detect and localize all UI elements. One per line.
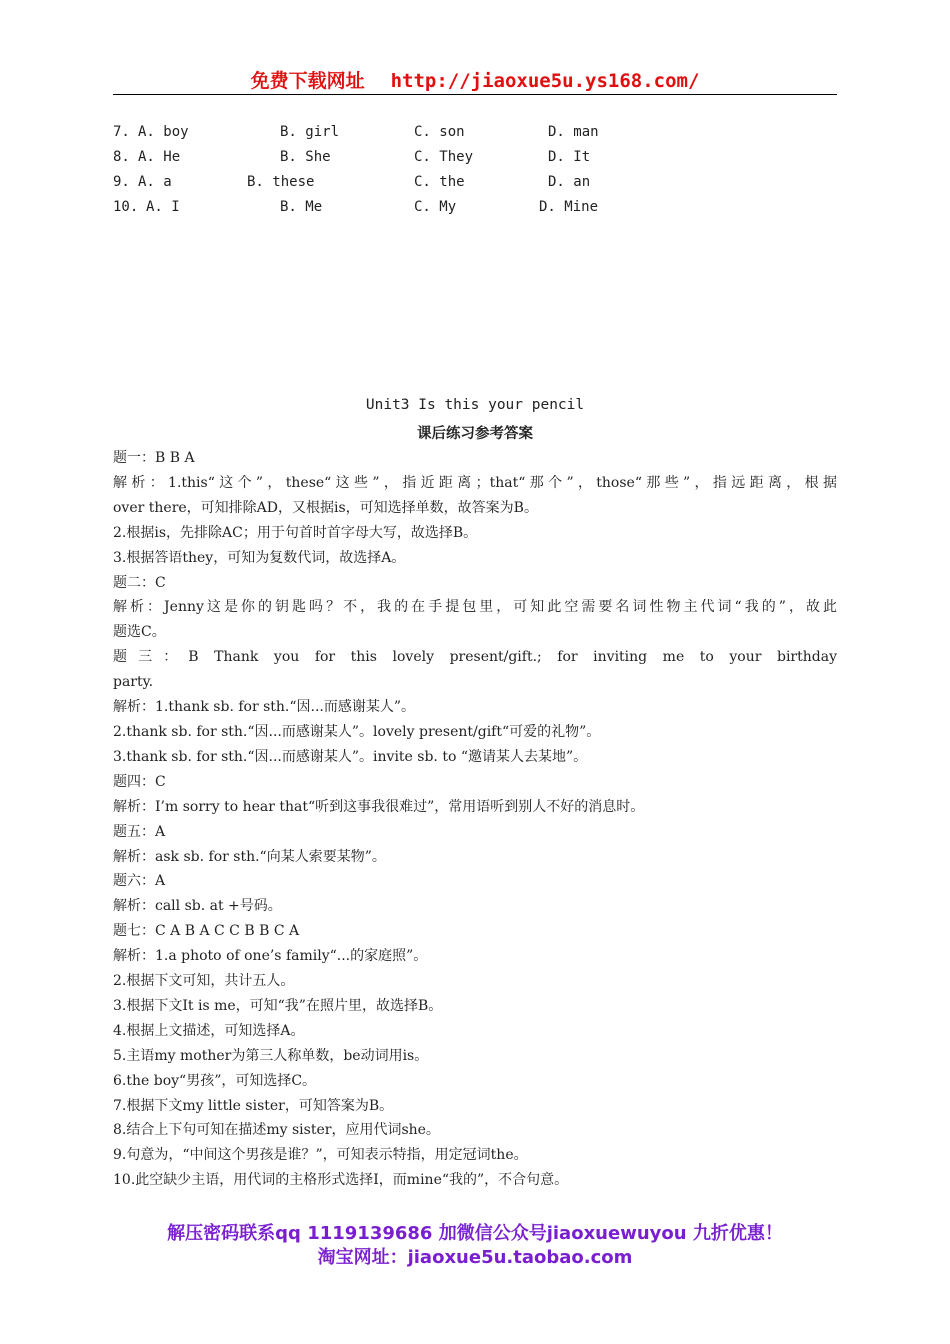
text-line: 2.根据is，先排除AC；用于句首时首字母大写，故选择B。 [113, 524, 478, 541]
option-d: D. Mine [539, 199, 599, 215]
header-label: 免费下载网址 [250, 70, 365, 92]
text-line: 解析：1.a photo of one’s family“...的家庭照”。 [113, 948, 428, 965]
text-line: 5.主语my mother为第三人称单数，be动词用is。 [113, 1047, 429, 1064]
text-line: 8.结合上下句可知在描述my sister，应用代词she。 [113, 1122, 440, 1139]
text-line: 4.根据上文描述，可知选择A。 [113, 1022, 305, 1039]
text-line: 2.thank sb. for sth.“因...而感谢某人”。lovely present/gift“可爱的礼物”。 [113, 723, 601, 740]
footer-contact: 解压密码联系qq 1119139686 加微信公众号jiaoxuewuyou 九折优惠！ [167, 1223, 783, 1244]
text-line: 题五：A [113, 823, 166, 840]
option-c: C. the [414, 174, 465, 190]
text-line: 7.根据下文my little sister，可知答案为B。 [113, 1097, 394, 1114]
option-c: C. They [414, 149, 474, 165]
option-a: A. He [138, 149, 181, 165]
question-number: 7. [113, 124, 130, 140]
text-line: 题二：C [113, 574, 166, 591]
option-a: A. a [138, 174, 172, 190]
text-line: party. [113, 674, 154, 691]
text-line: 6.the boy“男孩”，可知选择C。 [113, 1072, 317, 1089]
text-line: 9.句意为，“中间这个男孩是谁？”，可知表示特指，用定冠词the。 [113, 1147, 528, 1164]
question-number: 10. [113, 199, 139, 215]
text-line: 10.此空缺少主语，用代词的主格形式选择I，而mine“我的”，不合句意。 [113, 1172, 569, 1189]
question-number: 9. [113, 174, 130, 190]
text-line: 解析：1.this“这个”，these“这些”，指近距离；that“那个”，those“那些”，指远距离，根据 [113, 474, 837, 491]
text-line: 题七：C A B A C C B B C A [113, 923, 300, 940]
text-line: over there，可知排除AD，又根据is，可知选择单数，故答案为B。 [113, 499, 538, 516]
option-b: B. She [280, 149, 331, 165]
option-d: D. It [548, 149, 591, 165]
footer-shop-link[interactable]: 淘宝网址：jiaoxue5u.taobao.com [317, 1247, 633, 1268]
text-line: 解析：ask sb. for sth.“向某人索要某物”。 [113, 848, 386, 865]
option-a: A. I [146, 199, 180, 215]
option-b: B. these [247, 174, 315, 190]
text-line: 题六：A [113, 873, 166, 890]
answer-key-title: 课后练习参考答案 [417, 425, 533, 442]
page-header [113, 66, 837, 95]
text-line: 解析：call sb. at +号码。 [113, 898, 282, 915]
header-url-link[interactable]: http://jiaoxue5u.ys168.com/ [390, 70, 700, 92]
option-d: D. an [548, 174, 591, 190]
text-line: 2.根据下文可知，共计五人。 [113, 973, 295, 990]
text-line: 题选C。 [113, 624, 166, 641]
option-b: B. girl [280, 124, 340, 140]
text-line: 解析：1.thank sb. for sth.“因...而感谢某人”。 [113, 699, 416, 716]
unit-title: Unit3 Is this your pencil [365, 397, 585, 413]
text-line: 题四：C [113, 773, 166, 790]
answer-explanations [113, 446, 837, 1193]
text-line: 解析：Jenny这是你的钥匙吗？不，我的在手提包里，可知此空需要名词性物主代词“我的”，故此 [113, 599, 837, 616]
text-line: 解析：I’m sorry to hear that“听到这事我很难过”，常用语听到别人不好的消息时。 [113, 798, 645, 815]
question-number: 8. [113, 149, 130, 165]
text-line: 题一：B B A [113, 450, 195, 466]
option-d: D. man [548, 124, 599, 140]
text-line: 题三：B Thank you for this lovely present/gift.; for inviting me to your birthday [113, 649, 837, 666]
option-b: B. Me [280, 199, 323, 215]
option-a: A. boy [138, 124, 189, 140]
text-line: 3.根据答语they，可知为复数代词，故选择A。 [113, 549, 406, 566]
text-line: 3.根据下文It is me，可知“我”在照片里，故选择B。 [113, 997, 443, 1014]
text-line: 3.thank sb. for sth.“因...而感谢某人”。invite sb. to “邀请某人去某地”。 [113, 748, 588, 765]
option-c: C. son [414, 124, 465, 140]
option-c: C. My [414, 199, 457, 215]
